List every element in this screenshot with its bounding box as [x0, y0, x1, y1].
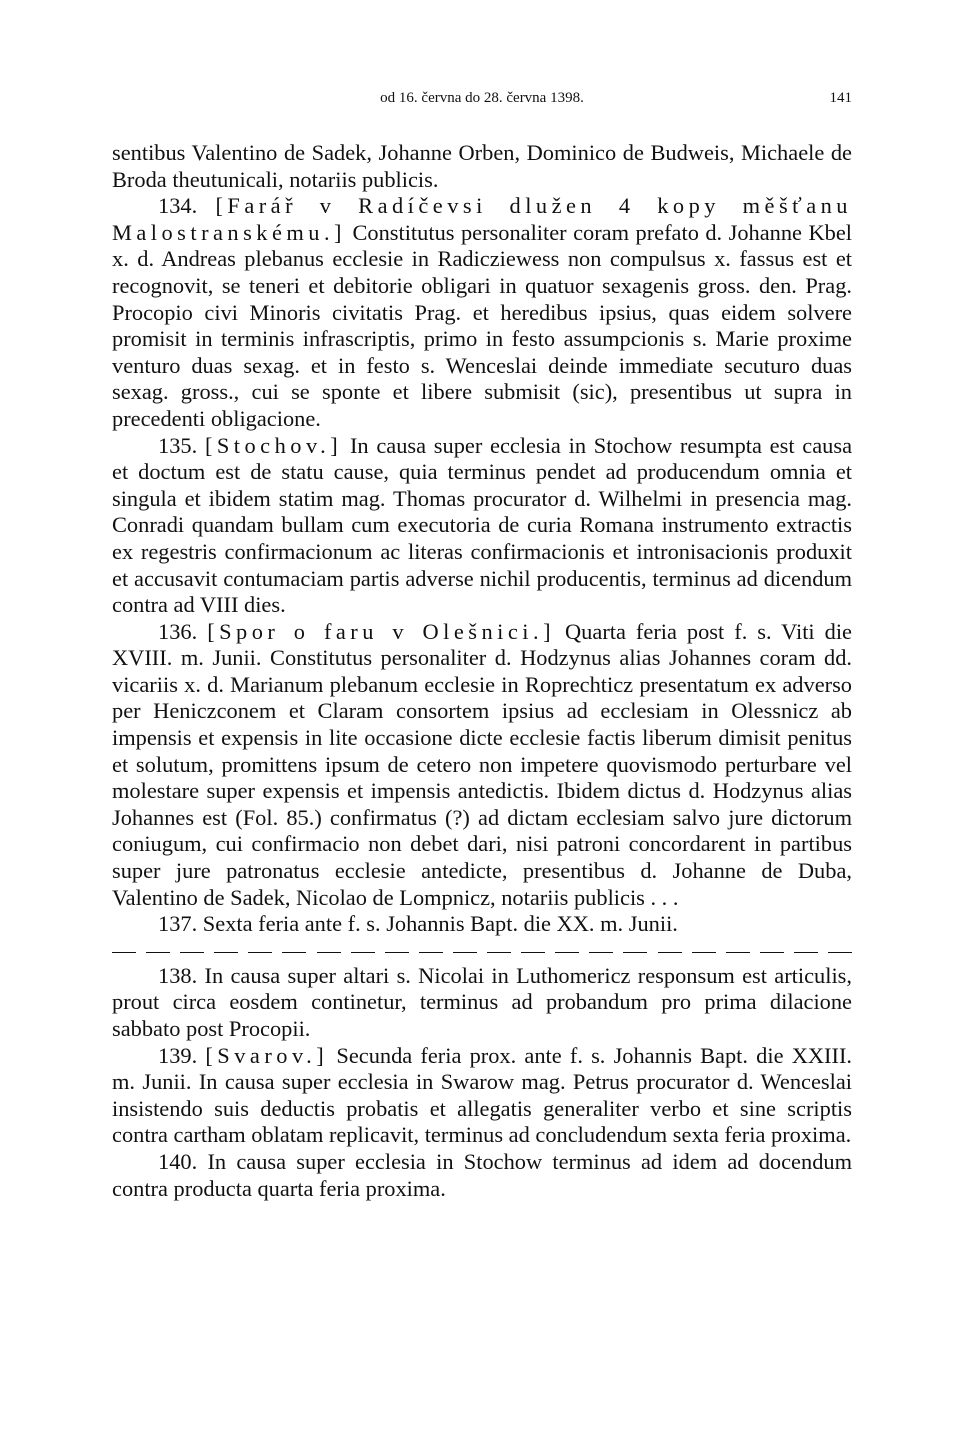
entry-134 — [112, 193, 852, 432]
entry-number: 136. — [158, 618, 198, 644]
entry-135 — [112, 433, 852, 619]
entry-number: 134. — [158, 193, 198, 219]
entry-text: Quarta feria post f. s. Viti die XVIII. m. Junii. Constitutus personaliter d. Hodzynus alias Johannes coram dd. vicariis x. d. Marianum plebanum ecclesie in Roprechticz presentatum ex adverso per Heniczconem et Claram consortem ipsius ad ecclesiam in Olessnicz ab impensis et expensis in lite occasione dicte ecclesie factis liberum dimisit penitus et solutum, promittens ipsum de cetero non impetere quovismodo perturbare vel molestare super expensis et impensis antedictis. Ibidem dictus d. Hodzynus alias Johannes est (Fol. 85.) confirmatus (?) ad dictam ecclesiam salvo jure dictorum coniugum, cui confirmacio non debet dari, nisi patroni concordarent in partibus super jure patronatus ecclesie antedicte, presentibus d. Johanne de Duba, Valentino de Sadek, Nicolao de Lompnicz, notariis publicis . . . — [112, 618, 852, 910]
continuation-paragraph — [112, 140, 852, 193]
entry-number: 135. — [158, 432, 198, 458]
page-body — [112, 140, 852, 1202]
running-title: od 16. června do 28. června 1398. — [380, 90, 584, 106]
entry-text: Sexta feria ante f. s. Johannis Bapt. die XX. m. Junii. — [202, 911, 678, 937]
entry-text: Secunda feria prox. ante f. s. Johannis Bapt. die XXIII. m. Junii. In causa super ecclesia in Swarow mag. Petrus procurator d. Wenceslai insistendo suis deductis probatis et allegatis generaliter verbo et sine scriptis contra cartham oblatam replicavit, terminus ad concludendum sexta feria proxima. — [112, 1042, 853, 1148]
entry-number: 137. — [158, 911, 198, 937]
paragraph-text: sentibus Valentino de Sadek, Johanne Orben, Dominico de Budweis, Michaele de Broda theutunicali, notariis publicis. — [112, 140, 852, 192]
entry-heading: [Spor o faru v Olešnici.] — [207, 618, 556, 644]
entry-heading: [Farář v Radíčevsi dlužen 4 kopy měšťanu Malostranskému.] — [112, 193, 852, 245]
entry-text: In causa super ecclesia in Stochow terminus ad idem ad docendum contra producta quarta feria proxima. — [112, 1148, 852, 1201]
entry-number: 138. — [158, 962, 198, 988]
entry-number: 140. — [158, 1148, 198, 1174]
entry-text: In causa super ecclesia in Stochow resumpta est causa et doctum est de statu cause, quia terminus pendet ad producendum omnia et singula et ibidem statim mag. Thomas procurator d. Wilhelmi in presencia mag. Conradi quandam bullam cum executoria de curia Romana instrumento extractis ex regestris confirmacionum ac literas confirmacionis et intronisacionis produxit et accusavit contumaciam partis adverse nichil producentis, terminus ad dicendum contra ad VIII dies. — [112, 432, 853, 618]
page-header — [112, 88, 852, 116]
entry-text: Constitutus personaliter coram prefato d. Johanne Kbel x. d. Andreas plebanus ecclesie in Radicziewess non compulsus x. fassus est et recognovit, se teneri et debitorie obligari in quatuor sexagenis gross. den. Prag. Procopio civi Minoris civitatis Prag. et heredibus ipsius, quas eidem solvere promisit in terminis infrascriptis, primo in festo assumpcionis s. Marie proxime venturo duas sexag. et in festo s. Wenceslai deinde immediate secuturo duas sexag. gross., cui se sponte et libere submisit (sic), presentibus ut supra in precedenti obligacione. — [112, 219, 852, 431]
entry-137 — [112, 911, 852, 938]
entry-139 — [112, 1043, 852, 1149]
entry-text: In causa super altari s. Nicolai in Luthomericz responsum est articulis, prout circa eosdem continetur, terminus ad probandum pro prima dilacione sabbato post Procopii. — [112, 962, 852, 1041]
entry-136 — [112, 619, 852, 912]
entry-138 — [112, 963, 852, 1043]
entry-140 — [112, 1149, 852, 1202]
dashed-separator — [112, 946, 852, 953]
page-number: 141 — [829, 90, 852, 106]
entry-number: 139. — [158, 1042, 198, 1068]
entry-heading: [Svarov.] — [205, 1042, 329, 1068]
entry-heading: [Stochov.] — [204, 432, 343, 458]
